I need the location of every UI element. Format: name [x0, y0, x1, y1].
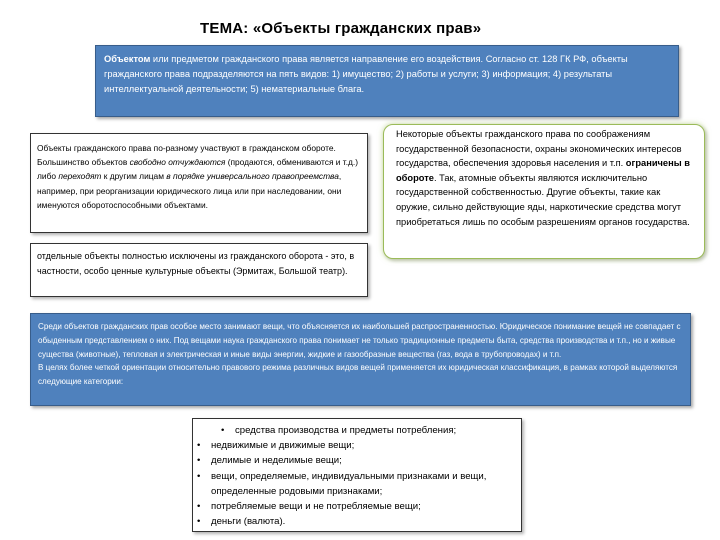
things-paragraph-1: Среди объектов гражданских прав особое место занимают вещи, что объясняется их наибольшей распространенностью. Юридическое понимание вещей не совпадает с обыденным представлением о них. Под вещами наука гражданского права понимает не только традиционные предметы быта, средства производства и т.п., но и живые существа (животные), тепловая и электрическая и иные виды энергии, жидкие и газообразные вещества (газ, вода в трубопроводах) и т.п.: [38, 322, 681, 359]
list-item: • средства производства и предметы потребления;: [197, 423, 515, 438]
list-item: • потребляемые вещи и не потребляемые вещи;: [197, 499, 515, 514]
things-paragraph-2: В целях более четкой ориентации относительно правового режима различных видов вещей применяется их юридическая классификация, в рамках которой выделяются следующие категории:: [38, 363, 678, 387]
definition-lead: Объектом: [104, 54, 151, 64]
excluded-objects-box: [30, 243, 368, 297]
circulation-text-4: переходят: [58, 171, 102, 182]
categories-list-box: [192, 418, 522, 532]
list-item: • деньги (валюта).: [197, 514, 515, 529]
bullet-icon: •: [197, 470, 201, 482]
restricted-text-2: ограничены в обороте: [396, 158, 690, 183]
restricted-objects-box: [383, 124, 705, 259]
restricted-text-3: . Так, атомные объекты являются исключительно государственной собственностью. Другие объекты, такие как оружие, сильно действующие яды, наркотические средства могут приобретаться лишь по особым разрешениям органов государства.: [396, 172, 690, 227]
things-box: [30, 313, 691, 406]
circulation-box: [30, 133, 368, 233]
definition-box: [95, 45, 679, 117]
list-item: • недвижимые и движимые вещи;: [197, 438, 515, 453]
circulation-text-3: (продаются, обмениваются и т.д.) либо: [37, 157, 359, 182]
list-item: • вещи, определяемые, индивидуальными признаками и вещи, определенные родовыми признаками;: [197, 470, 487, 497]
categories-list: [197, 423, 515, 529]
excluded-objects-text: отдельные объекты полностью исключены из гражданского оборота - это, в частности, особо ценные культурные объекты (Эрмитаж, Большой театр).: [37, 251, 355, 276]
circulation-text-1: Объекты гражданского права по-разному участвуют в гражданском обороте. Большинство объектов: [37, 143, 336, 168]
bullet-icon: •: [197, 455, 201, 467]
bullet-icon: •: [197, 440, 201, 452]
bullet-icon: •: [221, 425, 225, 436]
restricted-text-1: Некоторые объекты гражданского права по соображениям государственной безопасности, охраны экономических интересов государства, обеспечения здоровья населения и т.п.: [396, 129, 682, 169]
circulation-text-2: свободно отчуждаются: [129, 157, 226, 168]
bullet-icon: •: [197, 501, 201, 513]
page-title: ТЕМА: «Объекты гражданских прав»: [200, 20, 482, 37]
circulation-text-6: в порядке универсального правопреемства: [166, 171, 339, 182]
list-item: • делимые и неделимые вещи;: [197, 453, 515, 468]
circulation-text-5: к другим лицам: [101, 171, 167, 182]
definition-text: или предметом гражданского права является направление его воздействия. Согласно ст. 128 ГК РФ, объекты гражданского права подразделяются на пять видов: 1) имущество; 2) работы и услуги; 3) информация; 4) результаты интеллектуальной деятельности; 5) нематериальные блага.: [104, 54, 628, 94]
bullet-icon: •: [197, 516, 201, 528]
circulation-text-7: , например, при реорганизации юридического лица или при наследовании, они именуются оборотоспособными объектами.: [37, 171, 342, 210]
